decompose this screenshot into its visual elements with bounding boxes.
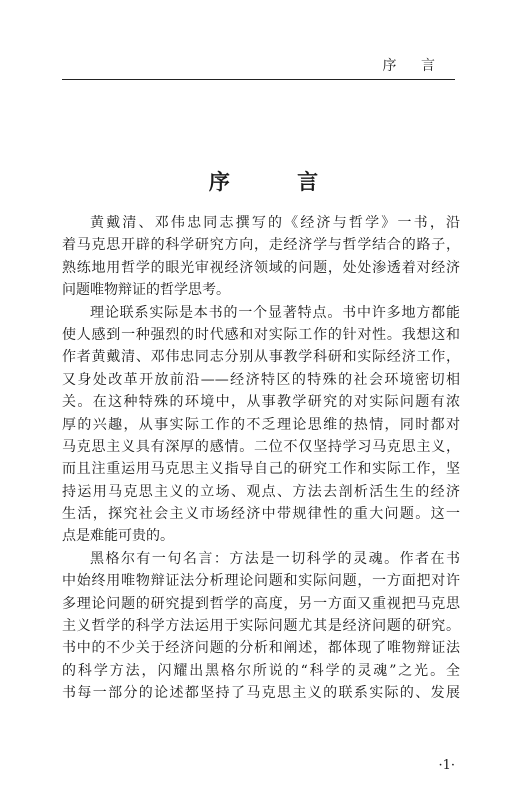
paragraph-2-line-7: 马克思主义具有深厚的感情。二位不仅坚持学习马克思主义， (62, 438, 460, 455)
paragraph-2-line-3: 作者黄戴清、邓伟忠同志分别从事教学科研和实际经济工作， (62, 349, 460, 366)
header-rule (62, 79, 455, 80)
paragraph-3-line-5: 书中的不少关于经济问题的分析和阐述，都体现了唯物辩证法 (62, 640, 460, 657)
page-number: ·1· (438, 758, 455, 773)
paragraph-3-line-1: 黑格尔有一句名言：方法是一切科学的灵魂。作者在书 (90, 550, 460, 567)
paragraph-1-line-2: 着马克思开辟的科学研究方向，走经济学与哲学结合的路子， (62, 237, 460, 254)
paragraph-3-line-4: 主义哲学的科学方法运用于实际问题尤其是经济问题的研究。 (62, 618, 460, 635)
page-title: 序 言 (208, 170, 349, 194)
paragraph-1-line-1: 黄戴清、邓伟忠同志撰写的《经济与哲学》一书，沿 (90, 215, 460, 231)
running-header-title: 序 言 (382, 58, 445, 74)
paragraph-3-line-2: 中始终用唯物辩证法分析理论问题和实际问题，一方面把对许 (62, 573, 460, 590)
paragraph-2-line-10: 生活，探究社会主义市场经济中带规律性的重大问题。这一 (62, 506, 460, 523)
paragraph-2-line-6: 厚的兴趣，从事实际工作的不乏理论思维的热情，同时都对 (62, 416, 460, 433)
paragraph-2-line-5: 关。在这种特殊的环境中，从事教学研究的对实际问题有浓 (62, 394, 460, 411)
paragraph-2-line-4: 又身处改革开放前沿——经济特区的特殊的社会环境密切相 (62, 371, 460, 388)
paragraph-3-line-7: 书每一部分的论述都坚持了马克思主义的联系实际的、发展 (62, 685, 460, 702)
paragraph-3-line-3: 多理论问题的研究提到哲学的高度，另一方面又重视把马克思 (62, 595, 460, 612)
paragraph-2-line-2: 使人感到一种强烈的时代感和对实际工作的针对性。我想这和 (62, 326, 460, 343)
paragraph-2-line-1: 理论联系实际是本书的一个显著特点。书中许多地方都能 (90, 304, 460, 321)
paragraph-1-line-3: 熟练地用哲学的眼光审视经济领域的问题，处处渗透着对经济 (62, 259, 460, 276)
paragraph-2-line-11: 点是难能可贵的。 (62, 528, 174, 545)
paragraph-1-line-4: 问题唯物辩证的哲学思考。 (62, 282, 230, 299)
paragraph-2-line-8: 而且注重运用马克思主义指导自己的研究工作和实际工作，坚 (62, 461, 460, 478)
paragraph-3-line-6: 的科学方法，闪耀出黑格尔所说的“科学的灵魂”之光。全 (62, 662, 460, 679)
paragraph-2-line-9: 持运用马克思主义的立场、观点、方法去剖析活生生的经济 (62, 483, 460, 500)
body-text (62, 212, 460, 705)
